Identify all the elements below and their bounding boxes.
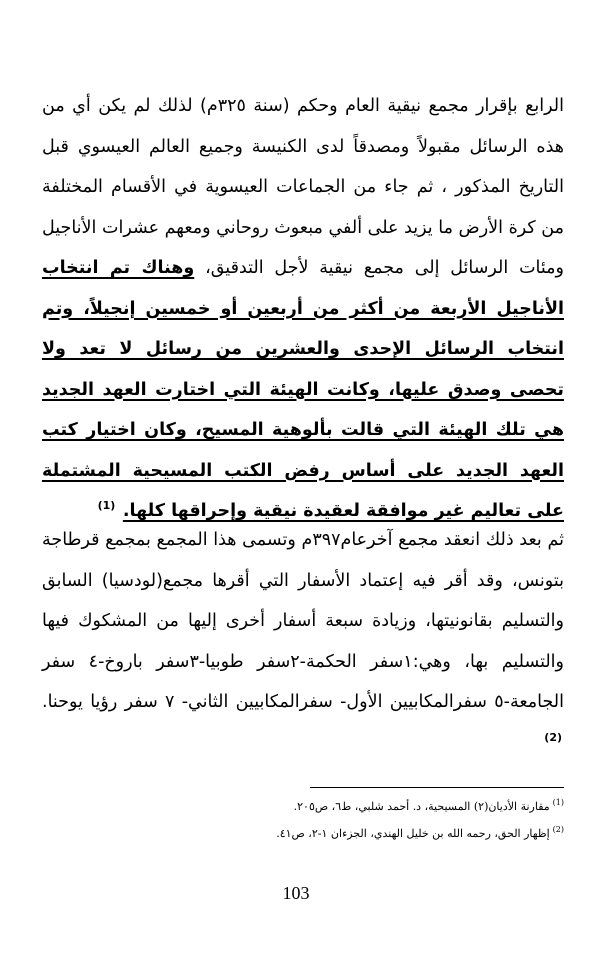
paragraph-1-emphasis: وهناك تم انتخاب الأناجيل الأربعة من أكثر من أربعين أو خمسين إنجيلاً، وتم انتخاب الرسائل الإحدى والعشرين من رسائل لا تعد ولا تحصى وصدق عليها، وكانت الهيئة التي اختارت العهد الجديد هي تلك الهيئة التي قالت بألوهية المسيح، وكان اختيار كتب العهد الجديد على أساس رفض الكتب المسيحية المشتملة على تعاليم غير موافقة لعقيدة نيقية وإحراقها كلها. xyxy=(42,258,564,521)
footnote-1-marker: (1) xyxy=(552,798,564,808)
page-number: 103 xyxy=(282,883,310,903)
footnote-1-text: مقارنة الأديان(٢) المسيحية، د. أحمد شلبي، ط٦، ص٢٠٥. xyxy=(293,800,550,813)
paragraph-2-text: ثم بعد ذلك انعقد مجمع آخرعام٣٩٧م وتسمى هذا المجمع بمجمع قرطاجة بتونس، وقد أقر فيه إعتماد الأسفار التي أقرها مجمع(لودسيا) السابق والتسليم بقانونيتها، وزيادة سبعة أسفار أخرى إليها من المشكوك فيها والتسليم بها، وهي:١سفر الحكمة-٢سفر طوبيا-٣سفر باروخ-٤ سفر الجامعة-٥ سفرالمكابيين الأول- سفرالمكابيين الثاني- ٧ سفر رؤيا يوحنا. xyxy=(42,530,564,712)
footnote-separator xyxy=(310,787,564,788)
footnote-2-marker: (2) xyxy=(552,825,564,835)
footnote-2 xyxy=(42,820,564,847)
main-paragraph-1: الرابع بإقرار مجمع نيقية العام وحكم (سنة ٣٢٥م) لذلك لم يكن أي من هذه الرسائل مقبولاً ومصدقاً لدى الكنيسة وجميع العالم العيسوي قبل التاريخ المذكور ، ثم جاء من الجماعات العيسوية في الأقسام المختلفة من كرة الأرض ما يزيد على ألفي مبعوث روحاني ومعهم عشرات الأناجيل ومئات الرسائل إلى مجمع نيقية لأجل التدقيق، وهناك تم انتخاب الأناجيل الأربعة من أكثر من أربعين أو خمسين إنجيلاً، وتم انتخاب الرسائل الإحدى والعشرين من رسائل لا تعد ولا تحصى وصدق عليها، وكانت الهيئة التي اختارت العهد الجديد هي تلك الهيئة التي قالت بألوهية المسيح، وكان اختيار كتب العهد الجديد على أساس رفض الكتب المسيحية المشتملة على تعاليم غير موافقة لعقيدة نيقية وإحراقها كلها. $^{(1)}$ xyxy=(42,96,564,521)
footnote-2-text: إظهار الحق، رحمه الله بن خليل الهندي، الجزءان ١-٢، ص٤١. xyxy=(276,827,550,840)
footnotes xyxy=(42,793,564,847)
footnote-1 xyxy=(42,793,564,820)
paragraph-1-text: الرابع بإقرار مجمع نيقية العام وحكم (سنة ٣٢٥م) لذلك لم يكن أي من هذه الرسائل مقبولاً ومصدقاً لدى الكنيسة وجميع العالم العيسوي قبل التاريخ المذكور ، ثم جاء من الجماعات العيسوية في الأقسام المختلفة من كرة الأرض ما يزيد على ألفي مبعوث روحاني ومعهم عشرات الأناجيل ومئات الرسائل إلى مجمع نيقية لأجل التدقيق، xyxy=(42,96,564,278)
main-paragraph-2: ثم بعد ذلك انعقد مجمع آخرعام٣٩٧م وتسمى هذا المجمع بمجمع قرطاجة بتونس، وقد أقر فيه إعتماد الأسفار التي أقرها مجمع(لودسيا) السابق والتسليم بقانونيتها، وزيادة سبعة أسفار أخرى إليها من المشكوك فيها والتسليم بها، وهي:١سفر الحكمة-٢سفر طوبيا-٣سفر باروخ-٤ سفر الجامعة-٥ سفرالمكابيين الأول- سفرالمكابيين الثاني- ٧ سفر رؤيا يوحنا. $^{(2)}$ xyxy=(42,530,564,744)
